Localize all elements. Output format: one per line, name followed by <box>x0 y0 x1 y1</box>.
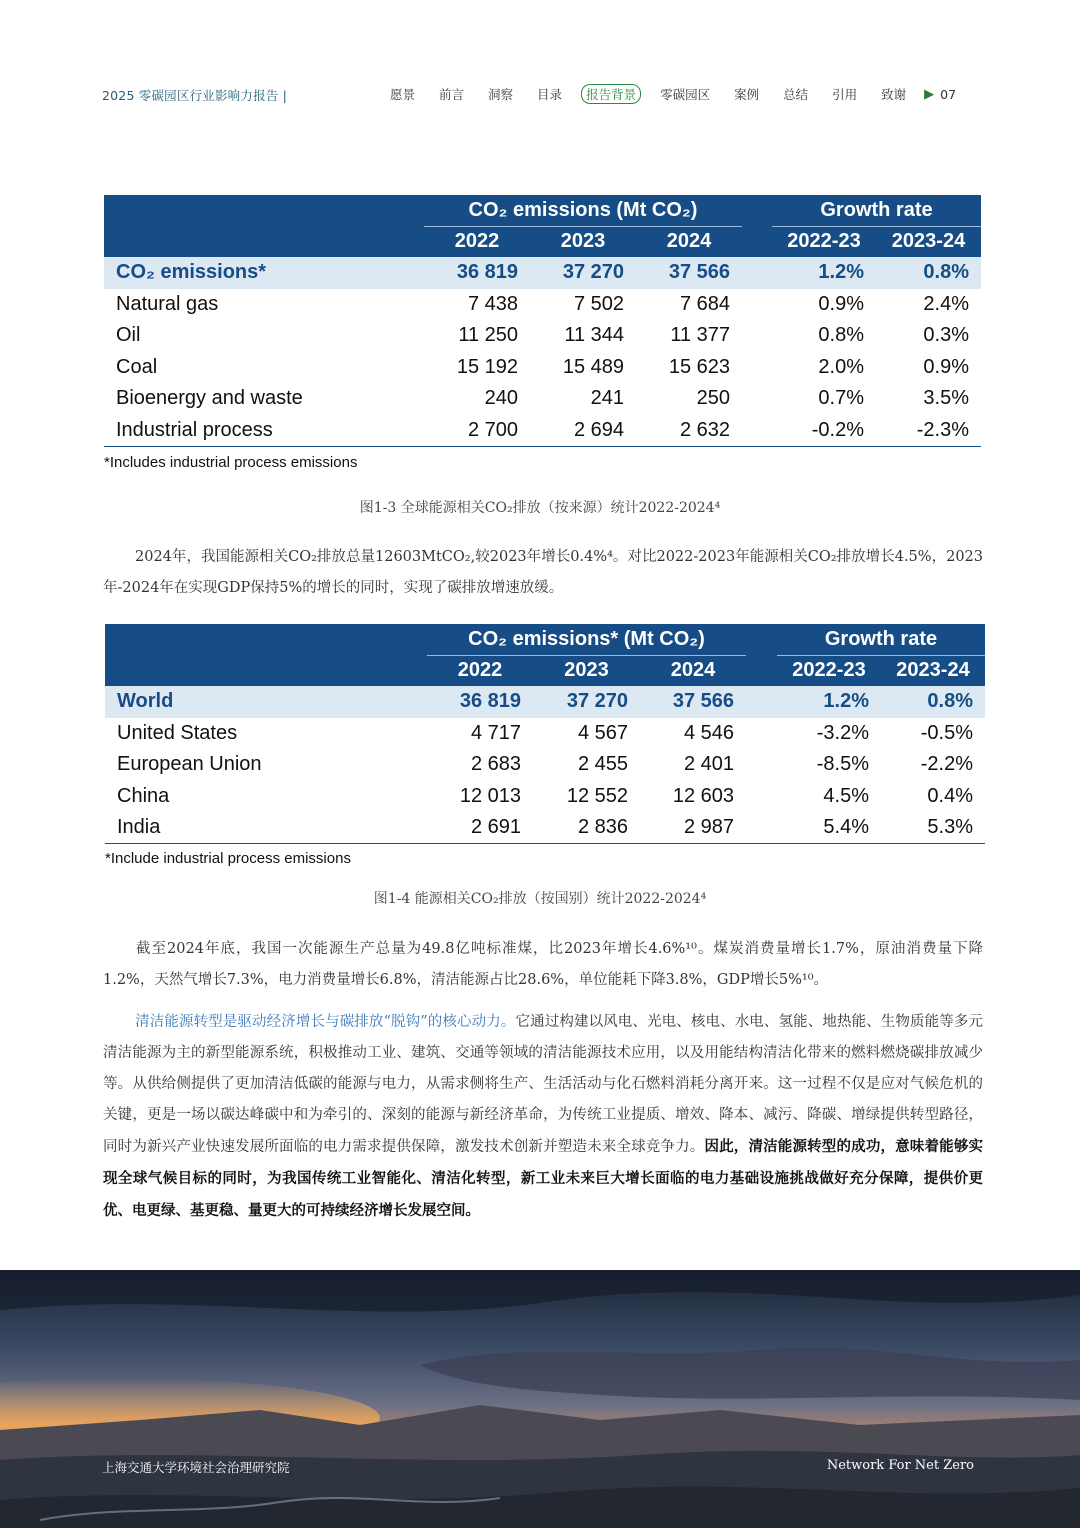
cell-value: 2 683 <box>470 753 521 776</box>
table-row <box>105 749 985 781</box>
nav-item-acknowledgements[interactable]: 致谢 <box>881 87 907 102</box>
row-label: China <box>117 784 170 807</box>
cell-growth: -0.5% <box>920 721 973 744</box>
cell-growth: -3.2% <box>816 721 869 744</box>
cell-value: 2 632 <box>636 415 742 447</box>
cell-growth: 3.5% <box>923 387 969 410</box>
cell-value: 36 819 <box>424 257 530 289</box>
row-label: India <box>105 812 427 844</box>
cell-value: 37 566 <box>636 257 742 289</box>
nav-item-preface[interactable]: 前言 <box>439 87 465 102</box>
row-label: European Union <box>117 753 262 776</box>
cell-value: 4 546 <box>683 721 734 744</box>
paragraph-emissions-china: 2024年，我国能源相关CO₂排放总量12603MtCO₂,较2023年增长0.4%⁴。对比2022-2023年能源相关CO₂排放增长4.5%，2023年-2024年在实现GDP保持5%的增长的同时，实现了碳排放增速放缓。 <box>103 549 983 596</box>
cell-value: 250 <box>696 387 730 410</box>
cell-value: 2 401 <box>683 753 734 776</box>
cell-value: 15 623 <box>668 355 730 378</box>
table-row <box>105 686 985 718</box>
highlight-sentence: 清洁能源转型是驱动经济增长与碳排放“脱钩”的核心动力。 <box>135 1014 516 1030</box>
paragraph-clean-energy-transition: 清洁能源转型是驱动经济增长与碳排放“脱钩”的核心动力。它通过构建以风电、光电、核电、水电、氢能、地热能、生物质能等多元清洁能源为主的新型能源系统，积极推动工业、建筑、交通等领域的清洁能源技术应用，以及用能结构清洁化带来的燃料燃烧碳排放减少等。从供给侧提供了更加清洁低碳的能源与电力，从需求侧将生产、生活活动与化石燃料消耗分离开来。这一过程不仅是应对气候危机的关键，更是一场以碳达峰碳中和为牵引的、深刻的能源与新经济革命，为传统工业提质、增效、降本、减污、降碳、增绿提供转型路径，同时为新兴产业快速发展所面临的电力需求提供保障，激发技术创新并塑造未来全球竞争力。因此，清洁能源转型的成功，意味着能够实现全球气候目标的同时，为我国传统工业智能化、清洁化转型，新工业未来巨大增长面临的电力基础设施挑战做好充分保障，提供价更优、电更绿、基更稳、量更大的可持续经济增长发展空间。 <box>103 1014 984 1219</box>
cell-growth: -2.2% <box>920 753 973 776</box>
cell-growth: 0.8% <box>881 686 985 718</box>
figure-caption-1-4: 图1-4 能源相关CO₂排放（按国别）统计2022-2024⁴ <box>373 891 707 907</box>
emissions-group-header: CO₂ emissions (Mt CO₂) <box>424 195 742 226</box>
figure-caption-1-3: 图1-3 全球能源相关CO₂排放（按来源）统计2022-2024⁴ <box>359 500 721 516</box>
cell-value: 11 250 <box>458 324 518 347</box>
cell-growth: 5.3% <box>881 812 985 844</box>
cell-value: 15 192 <box>456 355 518 378</box>
growth-group-header: Growth rate <box>772 195 981 226</box>
cell-value: 7 502 <box>573 292 624 315</box>
row-label: World <box>105 686 427 718</box>
row-label: Industrial process <box>104 415 424 447</box>
footer-institution: 上海交通大学环境社会治理研究院 <box>102 1460 290 1475</box>
cloud-band <box>420 1348 1080 1400</box>
cell-growth: 0.9% <box>923 355 969 378</box>
table-corner <box>104 195 424 257</box>
year-header: 2022 <box>424 226 530 257</box>
year-header: 2024 <box>640 655 746 686</box>
nav-item-vision[interactable]: 愿景 <box>390 87 416 102</box>
nav-item-references[interactable]: 引用 <box>832 87 858 102</box>
row-label: Bioenergy and waste <box>116 387 303 410</box>
cell-value: 36 819 <box>427 686 533 718</box>
cell-growth: 1.2% <box>772 257 876 289</box>
cell-value: 37 566 <box>640 686 746 718</box>
nav-item-background[interactable]: 报告背景 <box>581 84 641 104</box>
cell-value: 12 603 <box>672 784 734 807</box>
table-row <box>104 320 981 352</box>
nav-item-zero-carbon-park[interactable]: 零碳园区 <box>660 87 711 102</box>
cell-value: 2 691 <box>427 812 533 844</box>
year-header: 2023 <box>530 226 636 257</box>
emissions-by-source-table <box>104 195 981 447</box>
nav-item-summary[interactable]: 总结 <box>783 87 809 102</box>
cell-value: 15 489 <box>562 355 624 378</box>
bold-conclusion: 因此，清洁能源转型的成功，意味着能够实现全球气候目标的同时，为我国传统工业智能化、清洁化转型，新工业未来巨大增长面临的电力基础设施挑战做好充分保障，提供价更优、电更绿、基更稳、量更大的可持续经济增长发展空间。 <box>103 1138 984 1219</box>
footer-network: Network For Net Zero <box>826 1458 974 1473</box>
cell-growth: -8.5% <box>816 753 869 776</box>
cell-value: 4 567 <box>577 721 628 744</box>
cell-value: 4 717 <box>470 721 521 744</box>
cell-growth: 0.8% <box>876 257 981 289</box>
cell-value: 2 455 <box>577 753 628 776</box>
table-row <box>104 289 981 321</box>
year-header: 2022 <box>427 655 533 686</box>
cell-value: 11 377 <box>670 324 730 347</box>
cell-growth: 1.2% <box>777 686 881 718</box>
cell-growth: 0.8% <box>818 324 864 347</box>
table-row <box>105 781 985 813</box>
growth-header: 2022-23 <box>772 226 876 257</box>
nav-item-cases[interactable]: 案例 <box>734 87 760 102</box>
cell-value: 7 684 <box>679 292 730 315</box>
cell-growth: 0.7% <box>818 387 864 410</box>
row-label: Coal <box>116 355 158 378</box>
cell-value: 12 013 <box>459 784 521 807</box>
nav-item-contents[interactable]: 目录 <box>537 87 563 102</box>
cell-value: 2 836 <box>533 812 640 844</box>
growth-group-header: Growth rate <box>777 624 985 655</box>
nav-item-insight[interactable]: 洞察 <box>488 87 514 102</box>
row-label: United States <box>117 721 238 744</box>
cell-value: 7 438 <box>467 292 518 315</box>
cell-growth: -2.3% <box>876 415 981 447</box>
landscape-illustration <box>0 1270 1080 1528</box>
row-label: Natural gas <box>116 292 219 315</box>
cell-value: 12 552 <box>566 784 628 807</box>
cell-growth: 4.5% <box>823 784 869 807</box>
report-title: 2025 零碳园区行业影响力报告 | <box>102 88 288 103</box>
cell-value: 2 700 <box>424 415 530 447</box>
cell-growth: 5.4% <box>777 812 881 844</box>
table1-footnote: *Includes industrial process emissions <box>104 454 358 471</box>
play-arrow-icon[interactable]: ▶ <box>924 86 935 102</box>
paragraph-energy-production: 截至2024年底，我国一次能源生产总量为49.8亿吨标准煤，比2023年增长4.6%¹⁰。煤炭消费量增长1.7%，原油消费量下降1.2%，天然气增长7.3%，电力消费量增长6.8%，清洁能源占比28.6%，单位能耗下降3.8%，GDP增长5%¹⁰。 <box>103 941 983 988</box>
cell-value: 37 270 <box>530 257 636 289</box>
table-row <box>104 415 981 447</box>
cell-growth: 0.4% <box>927 784 973 807</box>
growth-header: 2023-24 <box>876 226 981 257</box>
cell-value: 240 <box>484 387 518 410</box>
growth-header: 2023-24 <box>881 655 985 686</box>
row-label: CO₂ emissions* <box>104 257 424 289</box>
cell-growth: 0.9% <box>818 292 864 315</box>
cloud-band <box>0 1270 1080 1312</box>
table-corner <box>105 624 427 686</box>
row-label: Oil <box>116 324 141 347</box>
cell-value: 2 694 <box>530 415 636 447</box>
table-row <box>104 383 981 415</box>
cell-growth: 2.4% <box>923 292 969 315</box>
year-header: 2024 <box>636 226 742 257</box>
landscape-photo <box>0 1270 1080 1528</box>
table-row <box>104 257 981 289</box>
table-row <box>105 812 985 844</box>
emissions-by-country-table <box>105 624 985 844</box>
cell-value: 241 <box>590 387 624 410</box>
growth-header: 2022-23 <box>777 655 881 686</box>
cell-value: 11 344 <box>564 324 624 347</box>
table-row <box>104 352 981 384</box>
cell-value: 37 270 <box>533 686 640 718</box>
cell-growth: 2.0% <box>818 355 864 378</box>
table2-footnote: *Include industrial process emissions <box>105 850 351 867</box>
cell-growth: 0.3% <box>923 324 969 347</box>
emissions-group-header: CO₂ emissions* (Mt CO₂) <box>427 624 746 655</box>
cell-growth: -0.2% <box>772 415 876 447</box>
cell-value: 2 987 <box>640 812 746 844</box>
table-row <box>105 718 985 750</box>
page-number: 07 <box>940 86 957 102</box>
top-nav <box>390 84 956 104</box>
year-header: 2023 <box>533 655 640 686</box>
